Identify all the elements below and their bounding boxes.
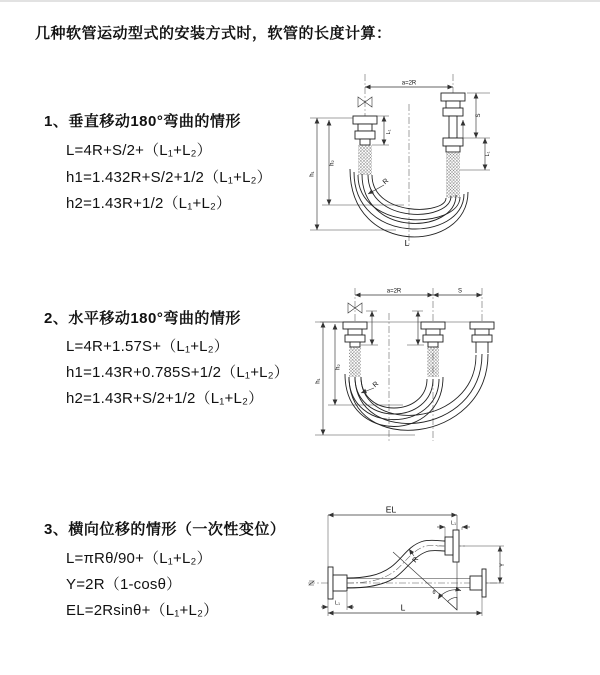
centerlines bbox=[365, 74, 453, 246]
section-1-formula-h2: h2=1.43R+1/2（L₁+L₂） bbox=[66, 195, 232, 212]
page-top-border bbox=[0, 0, 600, 2]
section-3-heading: 3、横向位移的情形（一次性变位） bbox=[44, 521, 286, 538]
angle-construction bbox=[393, 515, 461, 610]
dim-h2-label: h₂ bbox=[335, 364, 342, 370]
section-1-formula-h1: h1=1.432R+S/2+1/2（L₁+L₂） bbox=[66, 169, 272, 186]
dim-l1-top-label: L₁ bbox=[451, 520, 456, 527]
dimension-s-right bbox=[460, 93, 491, 170]
section-2-formula-h1: h1=1.43R+0.785S+1/2（L₁+L₂） bbox=[66, 364, 289, 381]
braided-hose-left bbox=[349, 347, 361, 377]
dimension-a2r bbox=[355, 289, 433, 296]
hose-s-curve bbox=[347, 540, 445, 588]
section-3-formula-Y: Y=2R（1-cosθ） bbox=[66, 576, 182, 593]
dim-h2-label: h₂ bbox=[329, 160, 336, 166]
section-3-formula-L: L=πRθ/90+（L₁+L₂） bbox=[66, 550, 212, 567]
section-1-heading: 1、垂直移动180°弯曲的情形 bbox=[44, 113, 241, 130]
dim-l1-left-label: L₁ bbox=[335, 600, 340, 607]
radius-label: R bbox=[411, 555, 421, 565]
right-flange-fitting bbox=[441, 93, 465, 198]
left-flange-fitting bbox=[353, 116, 377, 175]
hose-u-bend-displaced bbox=[349, 354, 488, 430]
dim-s-label: S bbox=[476, 113, 482, 118]
dim-el-label: EL bbox=[385, 504, 397, 515]
section-2-formula-h2: h2=1.43R+S/2+1/2（L₁+L₂） bbox=[66, 390, 264, 407]
dimension-l1-left bbox=[321, 592, 354, 610]
length-label: L bbox=[404, 238, 410, 248]
section-2-formula-L: L=4R+1.57S+（L₁+L₂） bbox=[66, 338, 229, 355]
dimension-s bbox=[433, 289, 482, 296]
dim-l1-right-label: L₁ bbox=[485, 151, 491, 157]
left-flange-fitting bbox=[343, 322, 367, 377]
braided-hose-left bbox=[358, 145, 372, 175]
dimension-el bbox=[328, 505, 457, 568]
angle-theta-label: θ bbox=[432, 590, 436, 596]
fitting-length-ticks bbox=[361, 311, 424, 345]
braided-hose-middle bbox=[427, 347, 439, 377]
dim-s-label: S bbox=[457, 288, 463, 295]
dim-a2r-label: a=2R bbox=[386, 288, 402, 295]
diagram-lateral-displacement bbox=[303, 503, 518, 633]
section-1-formula-L: L=4R+S/2+（L₁+L₂） bbox=[66, 142, 212, 159]
dim-h1-label: h₁ bbox=[309, 171, 316, 177]
right-flange-fitting bbox=[470, 322, 494, 353]
middle-flange-fitting bbox=[421, 322, 445, 377]
dimension-a2r bbox=[365, 81, 453, 88]
braided-hose-right bbox=[446, 152, 460, 198]
diagram-horizontal-180-bend bbox=[295, 283, 510, 451]
dim-l1-left-label: L₁ bbox=[386, 129, 392, 135]
dim-h1-label: h₁ bbox=[315, 378, 322, 384]
length-label: L bbox=[400, 602, 406, 613]
dimension-l bbox=[328, 597, 482, 616]
radius-label: R bbox=[381, 177, 391, 187]
dim-y-label: Y bbox=[500, 562, 506, 568]
radius-label: R bbox=[371, 380, 381, 390]
top-flange-fitting bbox=[445, 530, 459, 562]
hose-u-bend-original bbox=[345, 374, 443, 427]
page-title: 几种软管运动型式的安装方式时，软管的长度计算： bbox=[35, 25, 392, 42]
dim-a2r-label: a=2R bbox=[401, 80, 417, 87]
diagram-vertical-180-bend bbox=[300, 68, 515, 263]
section-3-formula-EL: EL=2Rsinθ+（L₁+L₂） bbox=[66, 602, 219, 619]
section-2-heading: 2、水平移动180°弯曲的情形 bbox=[44, 310, 241, 327]
